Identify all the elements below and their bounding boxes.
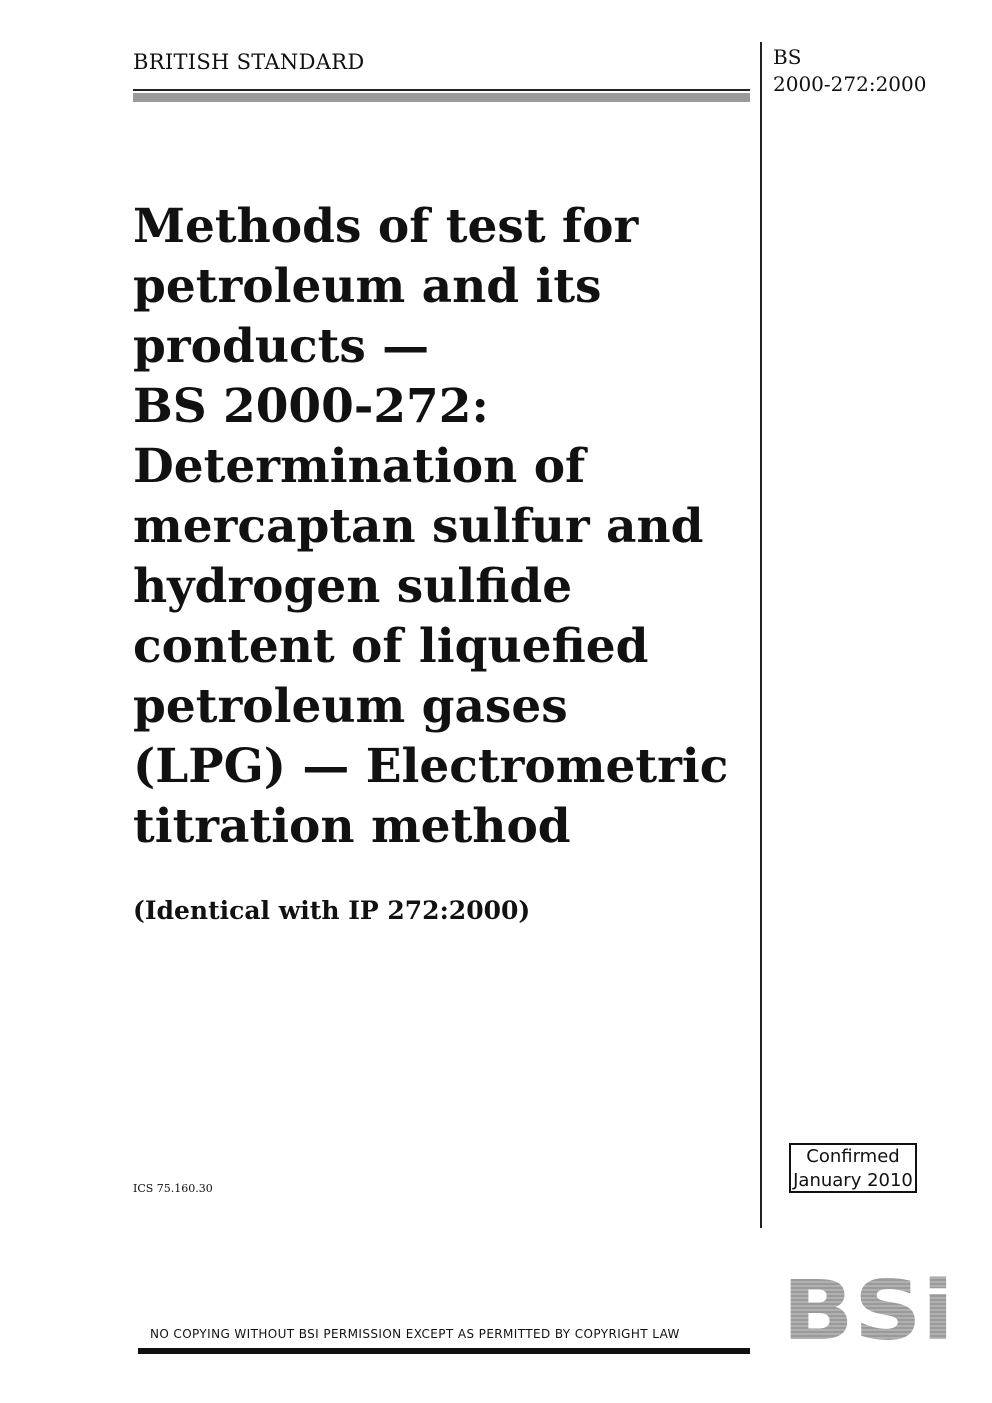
title-line: petroleum and its (133, 259, 602, 314)
title-line: products — (133, 319, 430, 374)
footer-rule (138, 1348, 750, 1354)
page-title (133, 197, 753, 857)
identical-with-note: (Identical with IP 272:2000) (133, 896, 531, 925)
title-line: petroleum gases (133, 679, 568, 734)
header-label: BRITISH STANDARD (133, 50, 365, 74)
header-rule-thin (133, 89, 750, 91)
title-line: titration method (133, 799, 571, 854)
ics-code: ICS 75.160.30 (133, 1182, 213, 1195)
standard-number (773, 44, 926, 98)
title-line: mercaptan sulfur and (133, 499, 704, 554)
title-line: Methods of test for (133, 199, 639, 254)
bsi-logo-text: BSi (782, 1275, 954, 1343)
confirmed-date: January 2010 (793, 1170, 913, 1191)
title-line: hydrogen sulfide (133, 559, 573, 614)
bsi-logo (782, 1275, 954, 1343)
title-line: Determination of (133, 439, 586, 494)
standard-number-value: 2000-272:2000 (773, 72, 927, 96)
confirmed-label: Confirmed (806, 1146, 900, 1167)
confirmed-stamp (789, 1143, 917, 1193)
copyright-notice: NO COPYING WITHOUT BSI PERMISSION EXCEPT AS PERMITTED BY COPYRIGHT LAW (150, 1327, 680, 1341)
title-line: BS 2000-272: (133, 379, 489, 434)
header-rule-grey (133, 93, 750, 102)
title-line: (LPG) — Electrometric (133, 739, 729, 794)
vertical-divider (760, 42, 762, 1228)
standard-number-prefix: BS (773, 45, 802, 69)
title-line: content of liquefied (133, 619, 649, 674)
